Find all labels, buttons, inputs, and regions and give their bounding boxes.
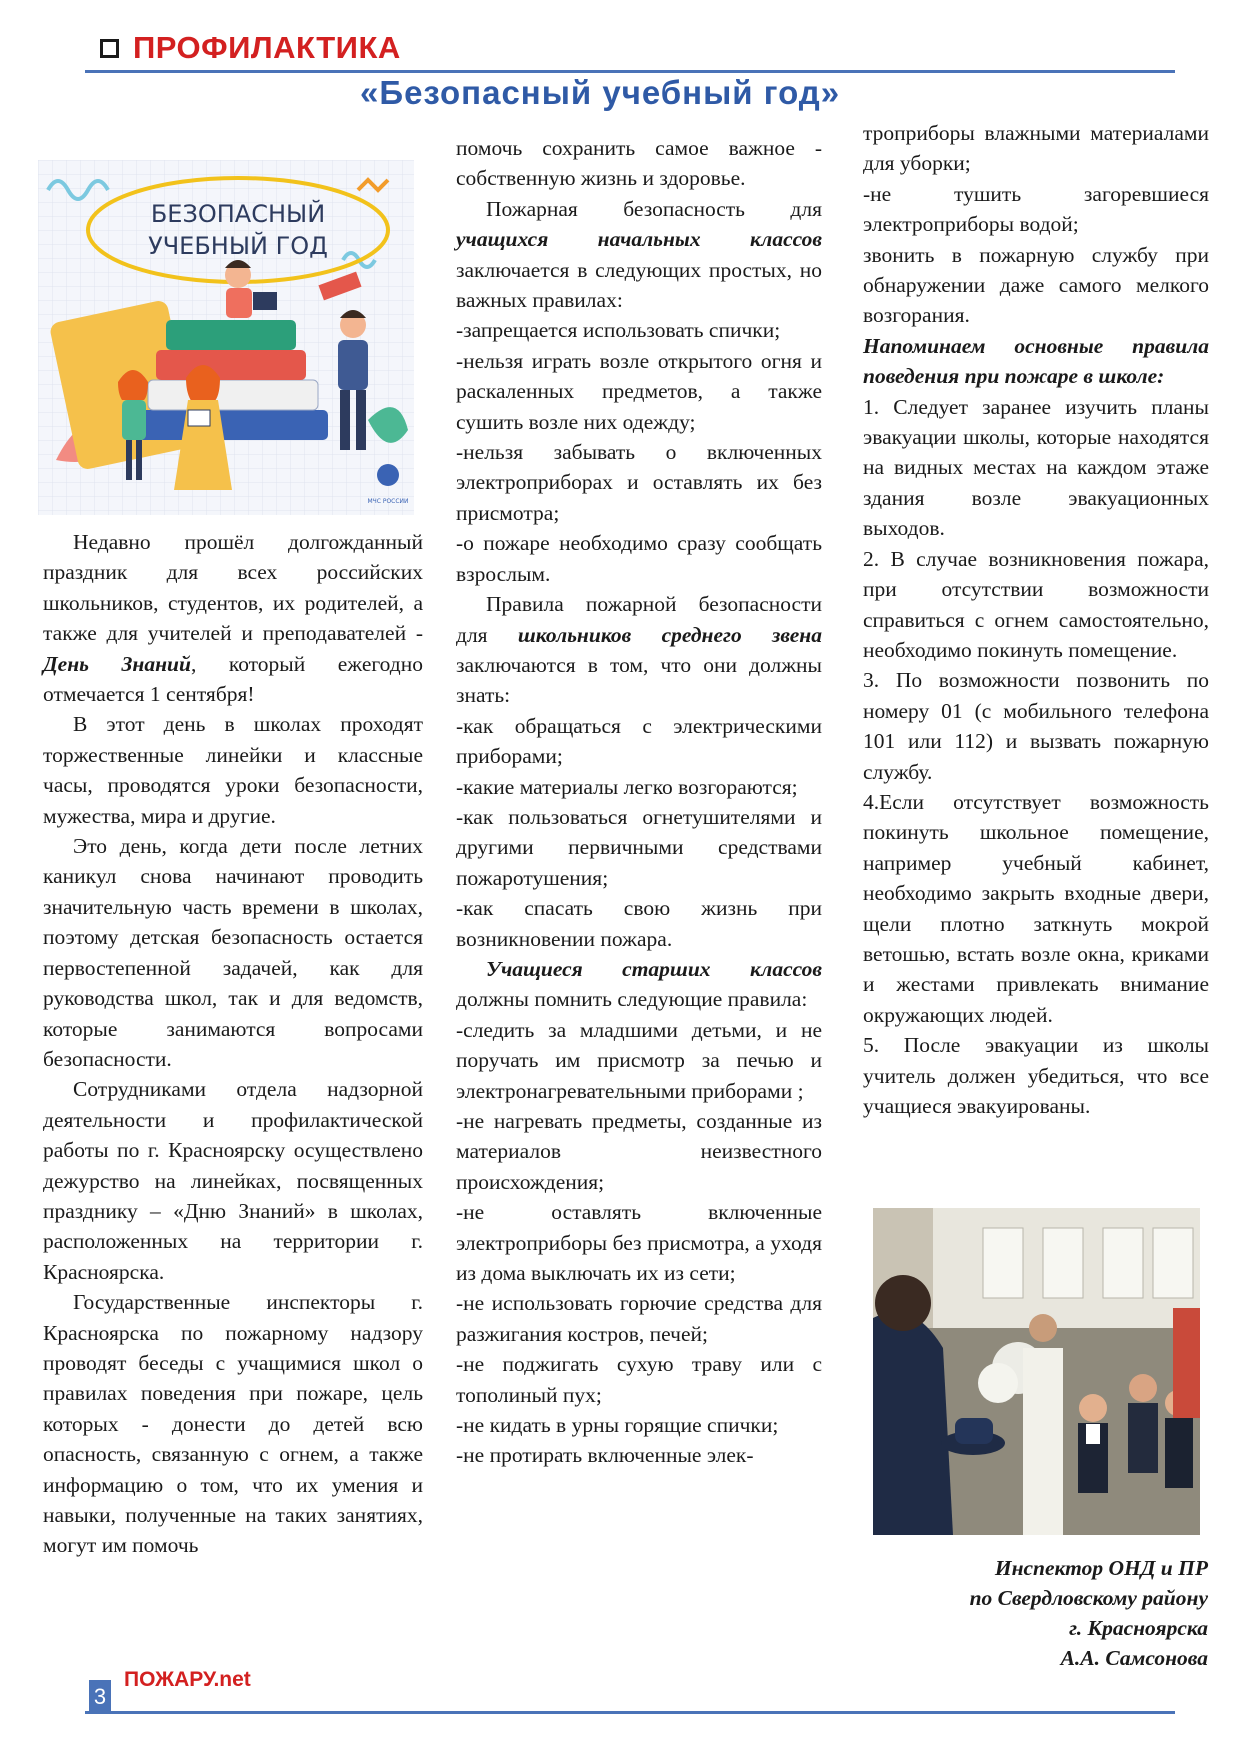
paragraph-text: -запрещается использовать спички; xyxy=(456,318,781,343)
paragraph-text: -как пользоваться огнетушителями и другими первичными средствами пожаротушения; xyxy=(456,804,822,890)
caption-line: А.А. Самсонова xyxy=(1060,1646,1208,1670)
paragraph xyxy=(863,392,1209,544)
paragraph-text: -как обращаться с электрическими приборами; xyxy=(456,713,822,769)
photo-caption xyxy=(880,1553,1208,1673)
paragraph-text: -о пожаре необходимо сразу сообщать взрослым. xyxy=(456,531,822,586)
paragraph xyxy=(456,1015,822,1106)
paragraph-text: -не нагревать предметы, созданные из материалов неизвестного происхождения; xyxy=(456,1109,822,1194)
paragraph-text: заключается в следующих простых, но важных правилах: xyxy=(456,257,822,313)
footer-rule xyxy=(85,1711,1175,1714)
photo-drawing xyxy=(873,1208,1200,1535)
paragraph xyxy=(456,954,822,1015)
emblem-text: МЧС РОССИИ xyxy=(367,498,409,505)
emphasis-text: учащихся начальных классов xyxy=(456,227,822,252)
paragraph xyxy=(863,240,1209,331)
paragraph xyxy=(456,437,822,528)
caption-line: по Свердловскому району xyxy=(969,1586,1208,1610)
section-title xyxy=(100,30,401,66)
paragraph xyxy=(456,346,822,437)
paragraph xyxy=(43,709,423,831)
paragraph-text: Правила пожарной безопасности для xyxy=(456,592,822,647)
paragraph-text: -не использовать горючие средства для разжигания костров, печей; xyxy=(456,1291,822,1346)
paragraph-text: -не кидать в урны горящие спички; xyxy=(456,1413,779,1438)
paragraph xyxy=(863,118,1209,179)
paragraph xyxy=(456,589,822,711)
brand-label: ПОЖАРУ.net xyxy=(124,1668,251,1691)
paragraph-text: заключаются в том, что они должны знать: xyxy=(456,652,822,708)
paragraph xyxy=(43,1074,423,1287)
emphasis-text: школьников среднего звена xyxy=(517,622,822,647)
emphasis-text: День Знаний xyxy=(43,651,191,676)
page-number: 3 xyxy=(89,1680,111,1714)
paragraph xyxy=(456,528,822,589)
paragraph-text: 1. Следует заранее изучить планы эвакуации школы, которые находятся на видных местах на каждом этаже здания возле эвакуационных выходов. xyxy=(863,394,1209,541)
paragraph-text: -следить за младшими детьми, и не поручать им присмотр за печью и электронагревательными приборами ; xyxy=(456,1017,822,1103)
header-rule xyxy=(85,70,1175,73)
event-photo xyxy=(873,1208,1200,1535)
column-3 xyxy=(863,118,1209,1121)
illustration-drawing xyxy=(38,160,414,515)
paragraph xyxy=(456,1106,822,1197)
paragraph xyxy=(456,315,822,345)
paragraph-text: -как спасать свою жизнь при возникновении пожара. xyxy=(456,896,822,951)
paragraph xyxy=(456,1197,822,1288)
paragraph xyxy=(863,544,1209,666)
paragraph-text: Это день, когда дети после летних каникул снова начинают проводить значительную часть времени в школах, поэтому детская безопасность остается первостепенной задачей, как для руководства школ, так и для ведомств, которые занимаются вопросами безопасности. xyxy=(43,834,423,1071)
checkbox-icon xyxy=(100,39,119,58)
paragraph-text: звонить в пожарную службу при обнаружении даже самого мелкого возгорания. xyxy=(863,242,1209,328)
book-stack xyxy=(138,410,328,440)
illustration-title-line1: БЕЗОПАСНЫЙ xyxy=(150,200,326,228)
column-1 xyxy=(43,527,423,1561)
paragraph-text: Недавно прошёл долгожданный праздник для всех российских школьников, студентов, их родителей, а также для учителей и преподавателей - xyxy=(43,530,423,646)
illustration-title-line2: УЧЕБНЫЙ ГОД xyxy=(148,232,328,260)
paragraph-text: 3. По возможности позвонить по номеру 01 (с мобильного телефона 101 или 112) и вызвать пожарную службу. xyxy=(863,668,1209,784)
emblem-icon xyxy=(377,464,399,486)
paragraph-text: Государственные инспекторы г. Красноярска по пожарному надзору проводят беседы с учащимися школ о правилах поведения при пожаре, цель которых - донести до детей всю опасность, связанную с огнем, а также информацию о том, что их умения и навыки, полученные на таких занятиях, могут им помочь xyxy=(43,1290,423,1558)
paragraph-text: -не тушить загоревшиеся электроприборы водой; xyxy=(863,181,1209,237)
paragraph-text: -нельзя забывать о включенных электроприборах и оставлять их без присмотра; xyxy=(456,440,822,525)
paragraph xyxy=(863,665,1209,787)
paragraph xyxy=(43,831,423,1074)
caption-line: г. Красноярска xyxy=(1069,1616,1208,1640)
paragraph-text: помочь сохранить самое важное - собственную жизнь и здоровье. xyxy=(456,136,822,191)
paragraph xyxy=(456,802,822,893)
paragraph-text: -нельзя играть возле открытого огня и раскаленных предметов, а также сушить возле них одежду; xyxy=(456,348,822,434)
paragraph xyxy=(863,787,1209,1030)
paragraph-text: В этот день в школах проходят торжественные линейки и классные часы, проводятся уроки безопасности, мужества, мира и другие. xyxy=(43,712,423,828)
paragraph xyxy=(456,133,822,194)
paragraph xyxy=(456,1440,822,1470)
paragraph xyxy=(456,194,822,316)
section-label: ПРОФИЛАКТИКА xyxy=(133,30,401,65)
emphasis-text: Учащиеся старших классов xyxy=(486,956,822,981)
paragraph-text: -не оставлять включенные электроприборы без присмотра, а уходя из дома выключать их из сети; xyxy=(456,1200,822,1286)
paragraph xyxy=(456,893,822,954)
caption-line: Инспектор ОНД и ПР xyxy=(994,1556,1208,1580)
paragraph-text: Сотрудниками отдела надзорной деятельности и профилактической работы по г. Красноярску осуществлено дежурство на линейках, посвященных празднику – «Дню Знаний» в школах, расположенных на территории г. Красноярска. xyxy=(43,1077,423,1284)
emphasis-text: Напоминаем основные правила поведения при пожаре в школе: xyxy=(863,333,1209,389)
article-illustration xyxy=(38,160,414,515)
paragraph-text: 4.Если отсутствует возможность покинуть школьное помещение, например учебный кабинет, необходимо закрыть входные двери, щели плотно заткнуть мокрой ветошью, встать возле окна, криками и жестами привлекать внимание окружающих людей. xyxy=(863,789,1209,1027)
paragraph xyxy=(43,527,423,709)
paragraph-text: троприборы влажными материалами для уборки; xyxy=(863,121,1209,176)
paragraph xyxy=(863,1030,1209,1121)
paragraph xyxy=(456,1288,822,1349)
paragraph-text: 2. В случае возникновения пожара, при отсутствии возможности справиться с огнем самостоятельно, необходимо покинуть помещение. xyxy=(863,546,1209,662)
paragraph xyxy=(863,331,1209,392)
paragraph-text: 5. После эвакуации из школы учитель должен убедиться, что все учащиеся эвакуированы. xyxy=(863,1033,1209,1118)
paragraph-text: -какие материалы легко возгораются; xyxy=(456,774,798,799)
paragraph xyxy=(456,711,822,772)
article-headline: «Безопасный учебный год» xyxy=(360,74,841,111)
paragraph xyxy=(456,772,822,802)
paragraph xyxy=(863,179,1209,240)
paragraph xyxy=(456,1410,822,1440)
paragraph-text: -не поджигать сухую траву или с тополиный пух; xyxy=(456,1352,822,1407)
paragraph-text: -не протирать включенные элек- xyxy=(456,1443,754,1468)
paragraph xyxy=(43,1287,423,1561)
paragraph xyxy=(456,1349,822,1410)
paragraph-text: должны помнить следующие правила: xyxy=(456,987,808,1012)
paragraph-text: Пожарная безопасность для xyxy=(486,196,822,221)
paragraph-text: , который ежегодно отмечается 1 сентября! xyxy=(43,651,423,707)
column-2 xyxy=(456,133,822,1471)
